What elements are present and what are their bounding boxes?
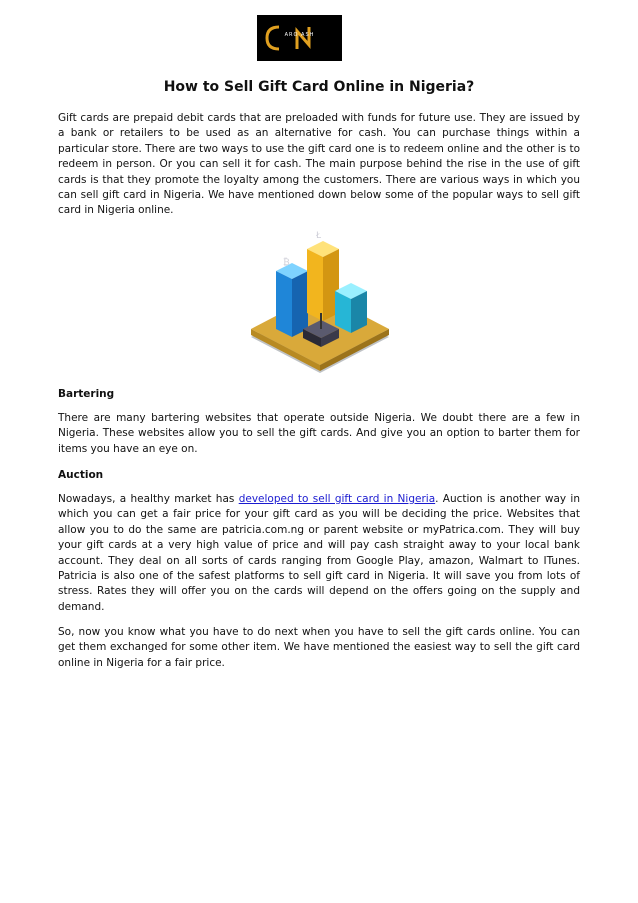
sell-gift-card-link[interactable]: developed to sell gift card in Nigeria [238,493,436,505]
bartering-heading: Bartering [58,388,115,400]
auction-paragraph [58,492,580,615]
auction-text-after: . Auction is another way in which you can get a fair price for your gift card as you will be deciding the price. Websites that allow you to do the same are patricia.com.ng or parent website or myPatrica.com. They will buy your gift cards at a very high value of price and will pay cash straight away to your local bank account. They deal on all sorts of cards ranging from Google Play, amazon, Walmart to ITunes. Patricia is also one of the safest platforms to sell gift card in Nigeria. It will save you from lots of stress. Rates they will offer you on the cards will depend on the offers going on the supply and demand. [58,493,581,613]
svg-text:₿: ₿ [283,258,290,268]
brand-logo [257,15,342,61]
auction-text-before: Nowadays, a healthy market has [58,493,239,505]
logo-text: ARO ASH [284,32,315,38]
auction-heading: Auction [58,469,104,481]
crypto-bar-chart-icon [245,225,395,380]
svg-text:Ł: Ł [316,231,322,241]
hero-illustration [245,225,395,380]
logo-mark-icon [257,15,342,61]
closing-paragraph: So, now you know what you have to do next when you have to sell the gift cards online. You can get them exchanged for some other item. We have mentioned the easiest way to sell the gift card online in Nigeria for a fair price. [58,626,580,669]
intro-paragraph: Gift cards are prepaid debit cards that are preloaded with funds for future use. They are issued by a bank or retailers to be used as an alternative for cash. You can purchase things within a particular store. There are two ways to use the gift card one is to redeem online and the other is to redeem in person. Or you can sell it for cash. The main purpose behind the rise in the use of gift cards is that they promote the loyalty among the customers. There are various ways in which you can sell gift card in Nigeria. We have mentioned down below some of the popular ways to sell gift card in Nigeria online. [58,112,580,217]
article-title: How to Sell Gift Card Online in Nigeria? [163,79,475,95]
bartering-paragraph: There are many bartering websites that operate outside Nigeria. We doubt there are a few in Nigeria. These websites allow you to sell the gift cards. And give you an option to barter them for items you have an eye on. [58,412,580,455]
